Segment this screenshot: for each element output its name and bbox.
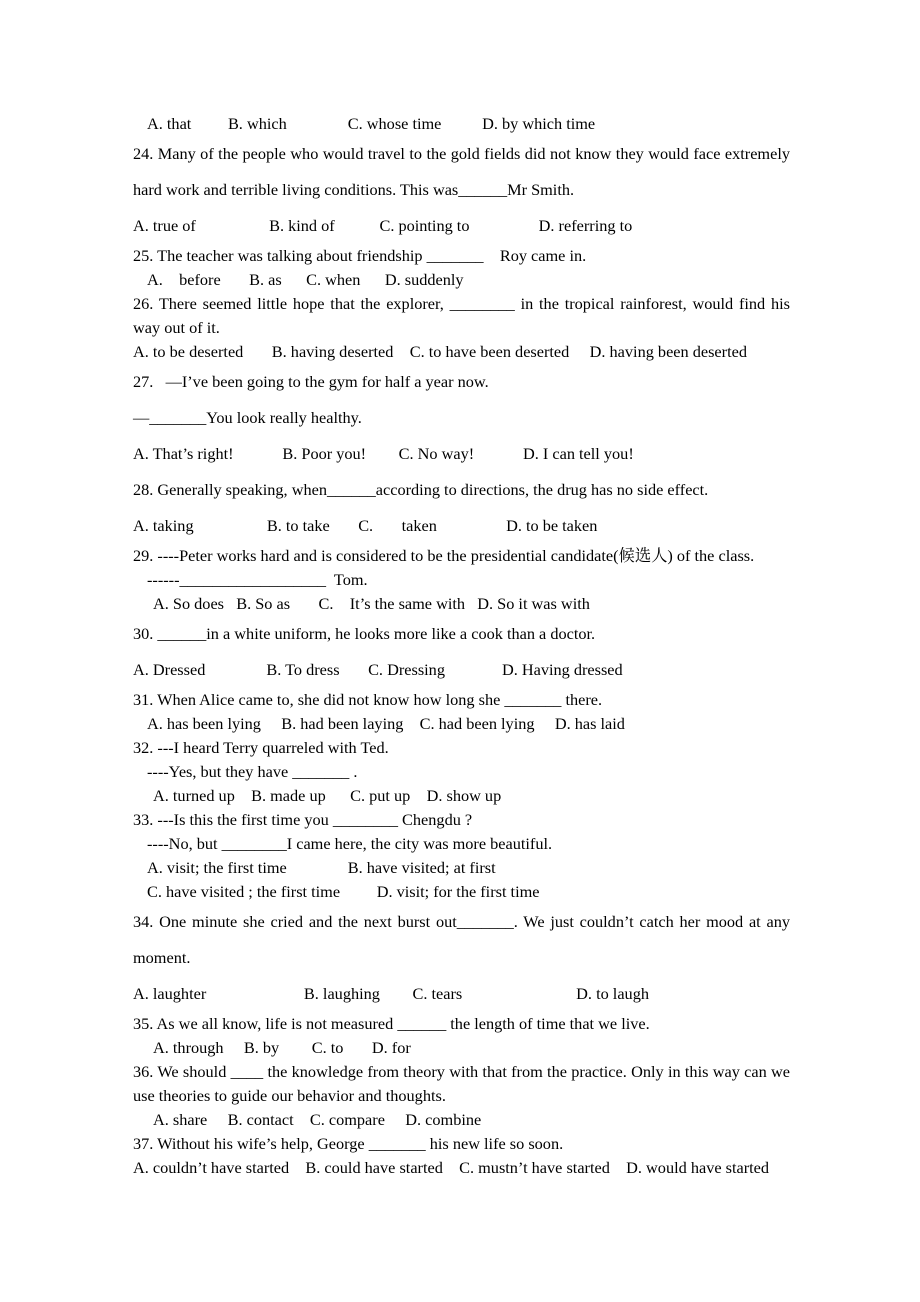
- options-q32: A. turned up B. made up C. put up D. show up: [153, 786, 502, 805]
- options-q23: A. that B. which C. whose time D. by which time: [147, 114, 596, 133]
- options-q30: A. Dressed B. To dress C. Dressing D. Having dressed: [133, 660, 623, 679]
- question-q36-line-1: 36. We should ____ the knowledge from theory with that from the practice. Only in this way can we: [133, 1062, 790, 1081]
- options-q34: A. laughter B. laughing C. tears D. to laugh: [133, 984, 649, 1003]
- question-q29-line-2: ------__________________ Tom.: [147, 570, 368, 589]
- options-q36: A. share B. contact C. compare D. combine: [153, 1110, 482, 1129]
- question-q31: 31. When Alice came to, she did not know how long she _______ there.: [133, 690, 603, 709]
- question-q26-line-1: 26. There seemed little hope that the explorer, ________ in the tropical rainforest, would find his: [133, 294, 790, 313]
- question-q28: 28. Generally speaking, when______according to directions, the drug has no side effect.: [133, 480, 709, 499]
- options-q28: A. taking B. to take C. taken D. to be taken: [133, 516, 598, 535]
- question-q24-line-2: hard work and terrible living conditions. This was______Mr Smith.: [133, 180, 575, 199]
- options-q37: A. couldn’t have started B. could have started C. mustn’t have started D. would have started: [133, 1158, 770, 1177]
- question-q33-line-1: 33. ---Is this the first time you ________ Chengdu ?: [133, 810, 473, 829]
- question-q34-line-2: moment.: [133, 948, 191, 967]
- question-q29-line-1: 29. ----Peter works hard and is considered to be the presidential candidate(候选人) of the class.: [133, 546, 755, 565]
- options-q25: A. before B. as C. when D. suddenly: [147, 270, 464, 289]
- question-q30: 30. ______in a white uniform, he looks more like a cook than a doctor.: [133, 624, 596, 643]
- question-q26-line-2: way out of it.: [133, 318, 220, 337]
- question-q25: 25. The teacher was talking about friendship _______ Roy came in.: [133, 246, 587, 265]
- options-q33-line-1: A. visit; the first time B. have visited; at first: [147, 858, 496, 877]
- options-q31: A. has been lying B. had been laying C. had been lying D. has laid: [147, 714, 625, 733]
- question-q37: 37. Without his wife’s help, George _______ his new life so soon.: [133, 1134, 564, 1153]
- options-q24: A. true of B. kind of C. pointing to D. referring to: [133, 216, 633, 235]
- options-q33-line-2: C. have visited ; the first time D. visit; for the first time: [147, 882, 540, 901]
- options-q35: A. through B. by C. to D. for: [153, 1038, 411, 1057]
- question-q32-line-2: ----Yes, but they have _______ .: [147, 762, 358, 781]
- options-q27: A. That’s right! B. Poor you! C. No way! D. I can tell you!: [133, 444, 634, 463]
- question-q24-line-1: 24. Many of the people who would travel to the gold fields did not know they would face extremely: [133, 144, 790, 163]
- options-q26: A. to be deserted B. having deserted C. to have been deserted D. having been deserted: [133, 342, 747, 361]
- question-q35: 35. As we all know, life is not measured ______ the length of time that we live.: [133, 1014, 650, 1033]
- question-q32-line-1: 32. ---I heard Terry quarreled with Ted.: [133, 738, 389, 757]
- question-q34-line-1: 34. One minute she cried and the next burst out_______. We just couldn’t catch her mood at any: [133, 912, 790, 931]
- question-q36-line-2: use theories to guide our behavior and thoughts.: [133, 1086, 446, 1105]
- question-q27-line-1: 27. —I’ve been going to the gym for half a year now.: [133, 372, 489, 391]
- question-q27-line-2: —_______You look really healthy.: [133, 408, 362, 427]
- question-q33-line-2: ----No, but ________I came here, the city was more beautiful.: [147, 834, 553, 853]
- options-q29: A. So does B. So as C. It’s the same with D. So it was with: [153, 594, 590, 613]
